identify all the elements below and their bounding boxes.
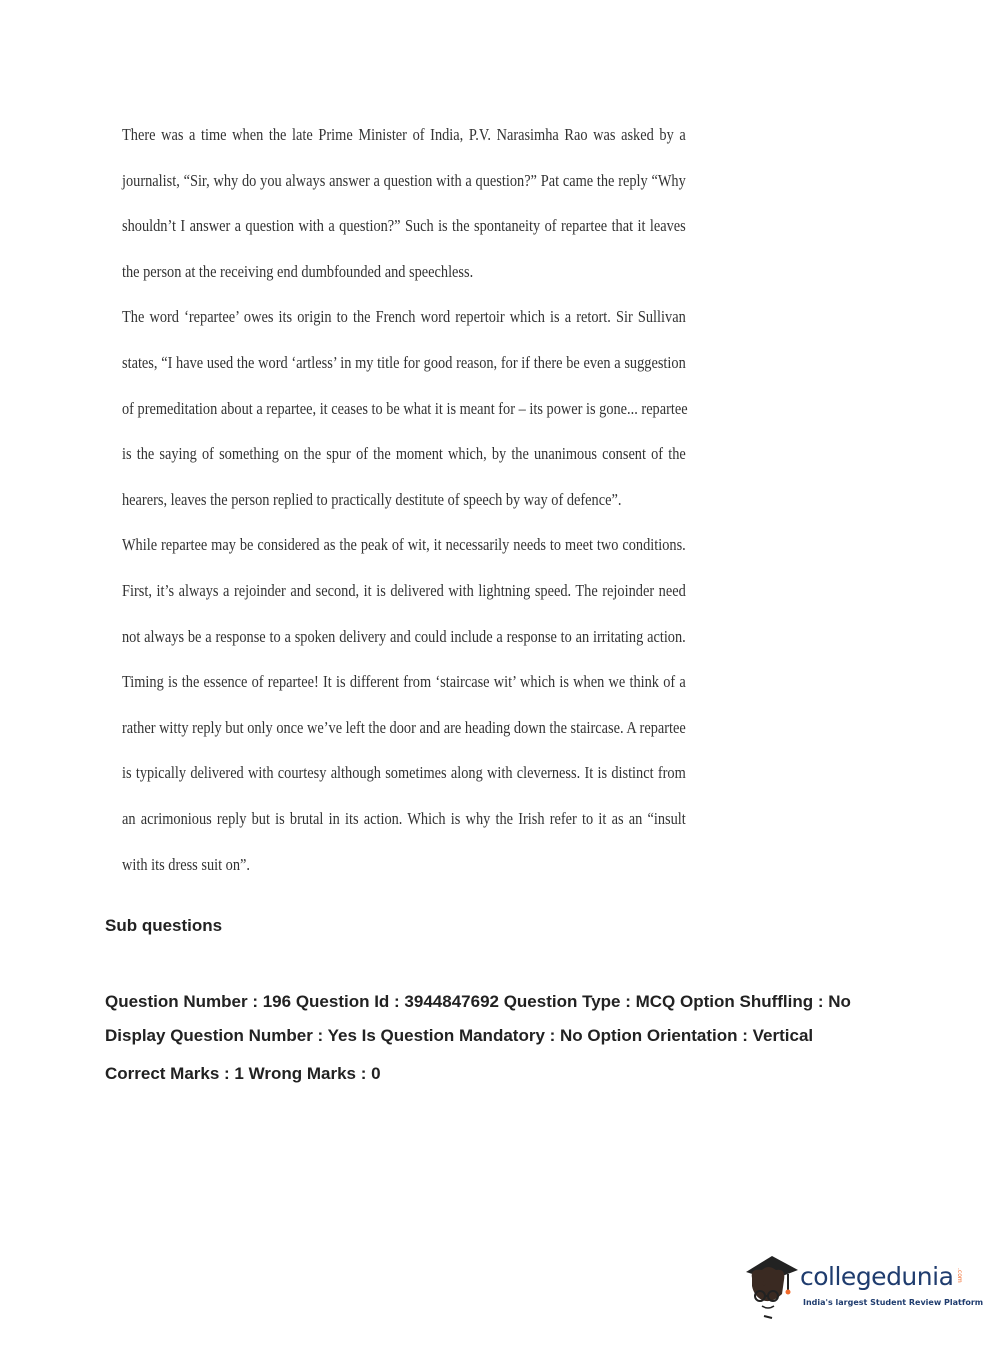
passage-line: shouldn’t I answer a question with a question?” Such is the spontaneity of repartee that it leaves <box>122 216 686 236</box>
passage <box>122 118 688 893</box>
question-meta-line-1: Question Number : 196 Question Id : 3944847692 Question Type : MCQ Option Shuffling : No <box>105 992 851 1011</box>
passage-line: There was a time when the late Prime Minister of India, P.V. Narasimha Rao was asked by a <box>122 125 686 144</box>
mascot-icon <box>742 1250 802 1320</box>
passage-line: an acrimonious reply but is brutal in its action. Which is why the Irish refer to it as an “insult <box>122 808 686 828</box>
passage-line: with its dress suit on”. <box>122 854 250 874</box>
passage-line: While repartee may be considered as the peak of wit, it necessarily needs to meet two conditions. <box>122 535 686 555</box>
passage-line: of premeditation about a repartee, it ceases to be what it is meant for – its power is gone... repartee <box>122 398 688 418</box>
passage-line: the person at the receiving end dumbfounded and speechless. <box>122 261 474 281</box>
passage-line: The word ‘repartee’ owes its origin to the French word repertoir which is a retort. Sir Sullivan <box>122 307 686 327</box>
passage-line: journalist, “Sir, why do you always answer a question with a question?” Pat came the reply “Why <box>122 170 686 190</box>
logo-domain-suffix: .com <box>956 1268 963 1283</box>
logo-wordmark: collegedunia <box>800 1262 954 1291</box>
passage-line: hearers, leaves the person replied to practically destitute of speech by way of defence”. <box>122 489 622 509</box>
question-meta-line-2: Display Question Number : Yes Is Question Mandatory : No Option Orientation : Vertical <box>105 1026 814 1045</box>
passage-line: is the saying of something on the spur of the moment which, by the unanimous consent of the <box>122 444 686 464</box>
question-meta-line-3: Correct Marks : 1 Wrong Marks : 0 <box>105 1064 381 1083</box>
collegedunia-logo <box>742 1250 984 1320</box>
passage-line: First, it’s always a rejoinder and second, it is delivered with lightning speed. The rejoinder need <box>122 580 686 600</box>
logo-tagline: India's largest Student Review Platform <box>803 1298 984 1307</box>
sub-questions-heading: Sub questions <box>105 916 223 935</box>
passage-line: not always be a response to a spoken delivery and could include a response to an irritating action. <box>122 626 686 646</box>
passage-line: is typically delivered with courtesy although sometimes along with cleverness. It is distinct from <box>122 763 686 783</box>
passage-line: Timing is the essence of repartee! It is different from ‘staircase wit’ which is when we think of a <box>122 672 686 692</box>
passage-line: states, “I have used the word ‘artless’ in my title for good reason, for if there be even a suggestion <box>122 352 686 372</box>
passage-line: rather witty reply but only once we’ve left the door and are heading down the staircase. A repartee <box>122 717 686 737</box>
